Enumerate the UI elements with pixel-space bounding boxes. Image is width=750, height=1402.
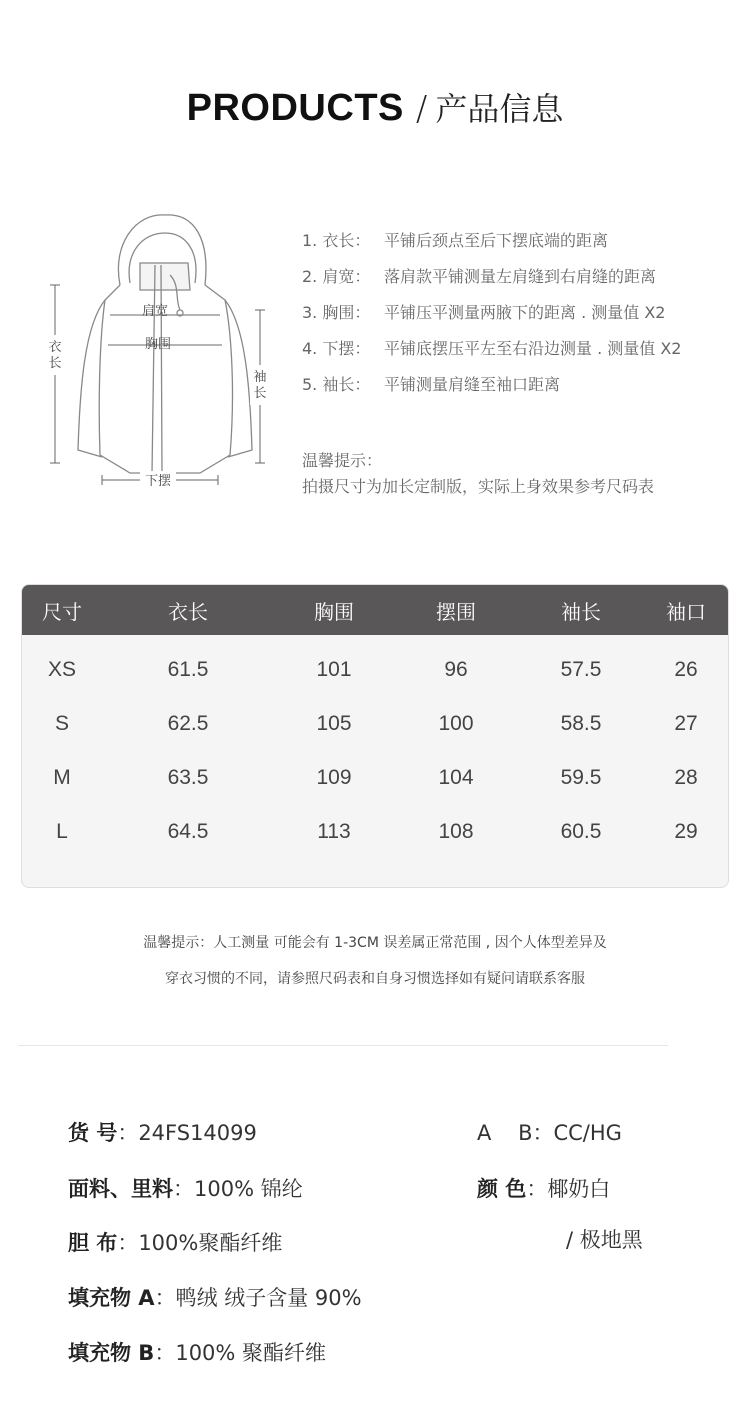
measurement-item: 1. 衣长： 平铺后颈点至后下摆底端的距离 <box>302 231 609 250</box>
diagram-hem-label: 下摆 <box>144 474 172 489</box>
measurement-item: 5. 袖长： 平铺测量肩缝至袖口距离 <box>302 375 561 394</box>
table-cell: M <box>53 766 71 789</box>
measurement-item: 3. 胸围： 平铺压平测量两腋下的距离 . 测量值 X2 <box>302 303 666 322</box>
sku-value: 24FS14099 <box>138 1121 257 1145</box>
diagram-sleeve-label-1: 袖 <box>253 370 267 385</box>
table-cell: 28 <box>674 766 698 789</box>
ab-row: A B：CC/HG <box>477 1121 622 1145</box>
table-cell: 101 <box>316 658 352 681</box>
table-cell: 108 <box>438 820 474 843</box>
color-value-2: / 极地黑 <box>566 1228 643 1252</box>
measurement-item: 2. 肩宽： 落肩款平铺测量左肩缝到右肩缝的距离 <box>302 267 657 286</box>
ab-value: CC/HG <box>553 1121 622 1145</box>
liner-label: 胆 布 <box>68 1231 118 1255</box>
measurement-notes <box>302 228 742 408</box>
jacket-measurement-diagram <box>40 205 290 505</box>
table-cell: 27 <box>674 712 698 735</box>
measurement-item: 4. 下摆： 平铺底摆压平左至右沿边测量 . 测量值 X2 <box>302 339 682 358</box>
table-cell: S <box>54 712 69 735</box>
fabric-row: 面料、里料：100% 锦纶 <box>68 1177 303 1201</box>
table-header <box>22 585 728 635</box>
fill-a-row: 填充物 A：鸭绒 绒子含量 90% <box>68 1286 362 1310</box>
table-cell: XS <box>47 658 76 681</box>
header-cell: 胸围 <box>314 599 354 624</box>
fill-a-label: 填充物 A <box>68 1286 155 1310</box>
header-cell: 摆围 <box>436 599 476 624</box>
diagram-length-label-1: 衣 <box>48 340 62 355</box>
table-cell: L <box>56 820 68 843</box>
measurement-error-tip <box>0 925 750 997</box>
color-label: 颜 色 <box>477 1177 527 1201</box>
diagram-shoulder-label: 肩宽 <box>141 304 169 319</box>
diagram-sleeve-label-2: 长 <box>253 386 267 401</box>
table-cell: 113 <box>317 820 351 843</box>
header-cell: 衣长 <box>168 599 208 624</box>
divider <box>18 1045 668 1046</box>
fill-b-value: 100% 聚酯纤维 <box>175 1341 327 1365</box>
color-value-1: 椰奶白 <box>547 1177 611 1201</box>
diagram-length-label-2: 长 <box>48 356 62 371</box>
table-cell: 62.5 <box>167 712 209 735</box>
table-row <box>22 697 728 751</box>
size-table <box>21 584 729 888</box>
table-cell: 61.5 <box>167 658 209 681</box>
page-title <box>0 84 750 130</box>
header-cell: 袖口 <box>666 599 706 624</box>
table-cell: 64.5 <box>167 820 209 843</box>
tip-line-2: 穿衣习惯的不同，请参照尺码表和自身习惯选择如有疑问请联系客服 <box>165 971 585 987</box>
table-cell: 109 <box>316 766 352 789</box>
table-cell: 57.5 <box>560 658 602 681</box>
table-cell: 63.5 <box>167 766 209 789</box>
table-cell: 96 <box>444 658 468 681</box>
sku-row: 货 号：24FS14099 <box>68 1121 257 1145</box>
header-cell: 袖长 <box>561 599 601 624</box>
tip-line-1: 温馨提示：人工测量 可能会有 1-3CM 误差属正常范围 , 因个人体型差异及 <box>143 935 607 951</box>
tip-text: 拍摄尺寸为加长定制版，实际上身效果参考尺码表 <box>302 477 655 496</box>
table-cell: 59.5 <box>560 766 602 789</box>
color-row: 颜 色：椰奶白 <box>477 1177 611 1201</box>
fill-b-label: 填充物 B <box>68 1341 155 1365</box>
ab-label: A B <box>477 1121 533 1145</box>
photo-size-tip <box>302 448 742 500</box>
sku-label: 货 号 <box>68 1121 118 1145</box>
table-cell: 29 <box>674 820 698 843</box>
table-cell: 104 <box>438 766 474 789</box>
table-row <box>22 805 728 859</box>
table-cell: 100 <box>438 712 474 735</box>
title-slash: / <box>415 89 428 129</box>
table-row <box>22 751 728 805</box>
table-cell: 60.5 <box>560 820 602 843</box>
title-english: PRODUCTS <box>186 87 404 129</box>
fill-a-value: 鸭绒 绒子含量 90% <box>175 1286 362 1310</box>
table-cell: 105 <box>316 712 352 735</box>
header-cell: 尺寸 <box>42 599 82 624</box>
diagram-chest-label: 胸围 <box>144 337 172 352</box>
fabric-value: 100% 锦纶 <box>194 1177 303 1201</box>
table-row <box>22 643 728 697</box>
table-cell: 26 <box>674 658 698 681</box>
fill-b-row: 填充物 B：100% 聚酯纤维 <box>68 1341 327 1365</box>
title-chinese: 产品信息 <box>435 90 564 128</box>
liner-value: 100%聚酯纤维 <box>138 1231 283 1255</box>
fabric-label: 面料、里料 <box>68 1177 173 1201</box>
liner-row: 胆 布：100%聚酯纤维 <box>68 1231 283 1255</box>
table-cell: 58.5 <box>560 712 602 735</box>
tip-title: 温馨提示： <box>302 451 383 470</box>
